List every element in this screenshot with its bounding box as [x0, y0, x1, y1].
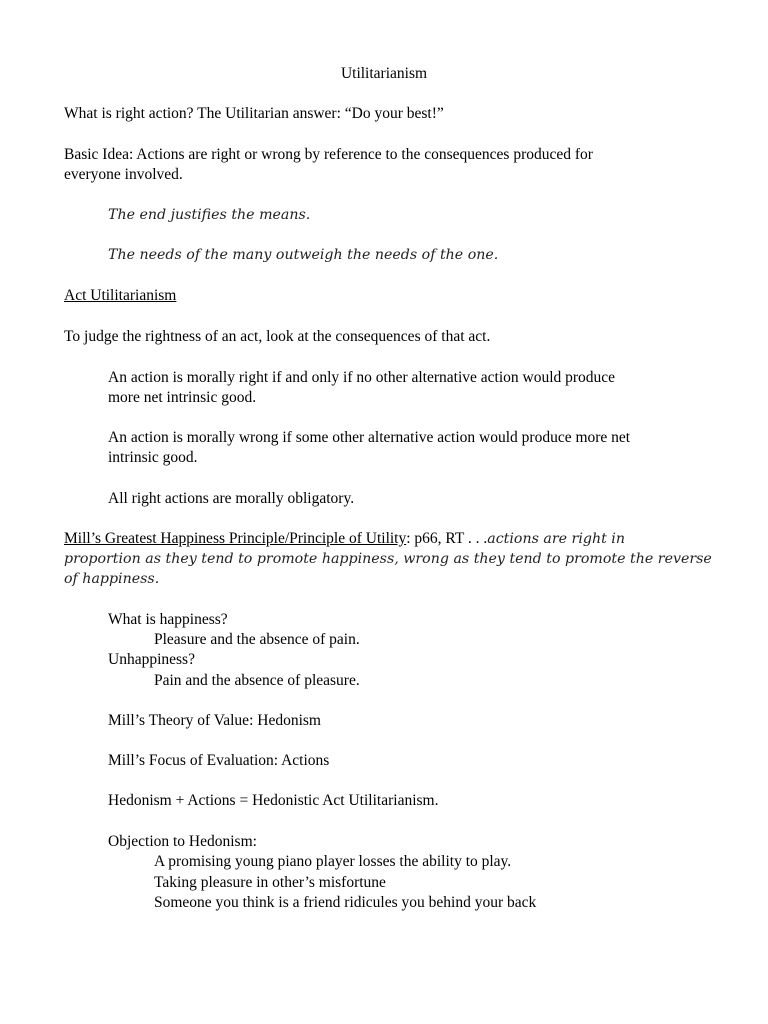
mill-principle-ref: : p66, RT . . . — [406, 530, 488, 547]
act-utilitarianism-heading: Act Utilitarianism — [64, 287, 177, 304]
basic-idea-line-2: everyone involved. — [64, 166, 183, 183]
mill-quote-line-2: proportion as they tend to promote happiness, wrong as they tend to promote the reverse — [64, 551, 712, 567]
mill-principle-line-1 — [64, 529, 625, 549]
objection-item-piano: A promising young piano player losses the ability to play. — [154, 853, 512, 870]
happiness-answer: Pleasure and the absence of pain. — [154, 631, 360, 648]
happiness-question: What is happiness? — [108, 611, 228, 628]
theory-of-value: Mill’s Theory of Value: Hedonism — [108, 712, 321, 729]
document-title: Utilitarianism — [340, 65, 428, 82]
mill-principle-heading: Mill’s Greatest Happiness Principle/Principle of Utility — [64, 530, 407, 547]
morally-right-line-2: more net intrinsic good. — [108, 389, 257, 406]
mill-quote-line-3: of happiness. — [64, 571, 160, 587]
morally-wrong-line-1: An action is morally wrong if some other alternative action would produce more net — [108, 429, 631, 446]
unhappiness-question: Unhappiness? — [108, 651, 195, 668]
unhappiness-answer: Pain and the absence of pleasure. — [154, 672, 360, 689]
slogan-needs-many: The needs of the many outweigh the needs of the one. — [108, 247, 499, 263]
objection-heading: Objection to Hedonism: — [108, 833, 257, 850]
slogan-ends-means: The end justifies the means. — [108, 207, 311, 223]
objection-item-misfortune: Taking pleasure in other’s misfortune — [154, 874, 386, 891]
basic-idea-line-1: Basic Idea: Actions are right or wrong by reference to the consequences produced for — [64, 146, 593, 163]
mill-quote-line-1: actions are right in — [487, 531, 625, 547]
hedonism-equation: Hedonism + Actions = Hedonistic Act Utilitarianism. — [108, 792, 439, 809]
act-util-intro: To judge the rightness of an act, look at the consequences of that act. — [64, 328, 491, 345]
intro-question: What is right action? The Utilitarian answer: “Do your best!” — [64, 105, 444, 122]
focus-of-evaluation: Mill’s Focus of Evaluation: Actions — [108, 752, 330, 769]
morally-wrong-line-2: intrinsic good. — [108, 449, 198, 466]
objection-item-friend: Someone you think is a friend ridicules you behind your back — [154, 894, 537, 911]
obligatory-statement: All right actions are morally obligatory. — [108, 490, 355, 507]
morally-right-line-1: An action is morally right if and only if no other alternative action would produce — [108, 369, 616, 386]
